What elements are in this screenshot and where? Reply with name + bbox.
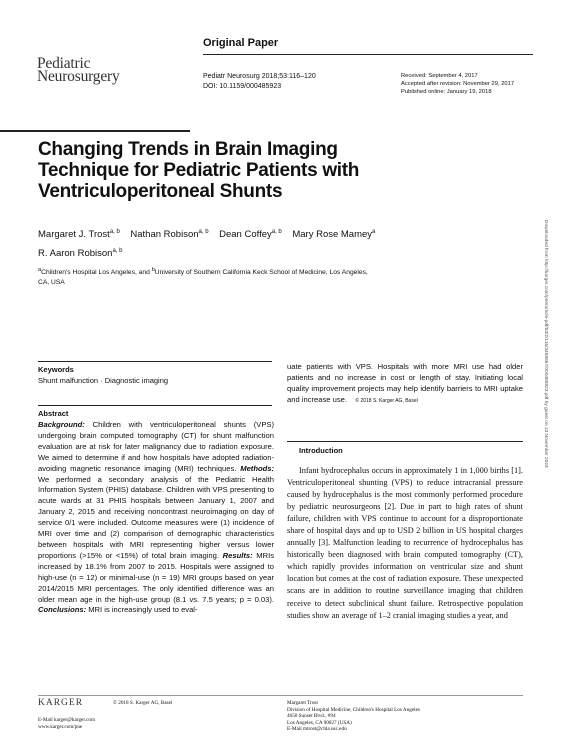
keywords-text: Shunt malfunction · Diagnostic imaging [38, 376, 169, 385]
abstract-continued: uate patients with VPS. Hospitals with more MRI use had older patients and no increase in cost or length of stay. Initiating local quality improvement projects may help identify barriers to MRI uptake and increase use. © 2018 S. Karger AG, Basel [287, 362, 523, 404]
affiliations: $^a$Children's Hospital Los Angeles, and $^b$University of Southern California Keck School of Medicine, Los Angeles, CA, USA [38, 267, 368, 287]
author: R. Aaron Robison$^{a, b}$ [38, 248, 123, 260]
introduction-rule [287, 441, 523, 442]
correspondence-street: 4650 Sunset Blvd., #94 [287, 713, 336, 720]
citation-journal: Pediatr Neurosurg 2018;53:116–120 [203, 73, 316, 80]
author: Mary Rose Mamey$^a$ [292, 229, 376, 241]
author-list [38, 224, 458, 262]
footer-copyright: © 2018 S. Karger AG, Basel [113, 700, 173, 706]
publisher-website[interactable]: www.karger.com/pne [38, 724, 83, 730]
header-rule [203, 54, 533, 55]
correspondence-city: Los Angeles, CA 90027 (USA) [287, 719, 352, 726]
date-published: Published online: January 19, 2018 [401, 89, 492, 95]
citation-doi: DOI: 10.1159/000485923 [203, 83, 282, 90]
keywords-heading: Keywords [38, 365, 74, 374]
paper-title: Changing Trends in Brain Imaging Technique for Pediatric Patients with Ventriculoperitoneal Shunts [38, 139, 360, 202]
correspondence-email[interactable]: E-Mail mtrost@chla.usc.edu [287, 726, 347, 733]
correspondence-name: Margaret Trost [287, 700, 318, 706]
journal-logo-line1: Pediatric [37, 55, 91, 72]
abstract-heading: Abstract [38, 409, 69, 418]
title-rule [0, 130, 190, 132]
abstract-copyright: © 2018 S. Karger AG, Basel [355, 397, 418, 404]
abstract-rule [38, 405, 272, 406]
keywords-rule [38, 361, 272, 362]
citation [203, 72, 316, 92]
publisher-email[interactable]: E-Mail karger@karger.com [38, 717, 96, 723]
author: Margaret J. Trost$^{a, b}$ [38, 229, 120, 241]
date-accepted: Accepted after revision: November 29, 2017 [401, 81, 515, 87]
introduction-heading: Introduction [299, 446, 343, 455]
correspondence-dept: Division of Hospital Medicine, Children's Hospital Los Angeles [287, 706, 420, 713]
journal-logo [37, 57, 147, 83]
author: Dean Coffey$^{a, b}$ [219, 229, 282, 241]
author: Nathan Robison$^{a, b}$ [130, 229, 209, 241]
correspondence [287, 700, 517, 733]
introduction-body: Infant hydrocephalus occurs in approximately 1 in 1,000 births [1]. Ventriculoperitoneal shunting (VPS) to reduce intracranial pressure caused by hydrocephalus is the most commonly performed procedure by pediatric neurosurgeons [2]. Due in part to high rates of shunt failure, children with VPS continue to account for a disproportionate share of hospital days and up to USD 2 billion in US hospital charges annually [3]. Malfunction leading to recurrence of hydrocephalus has historically been diagnosed with brain computed tomography (CT), which rapidly provides information on ventricular size and shunt location but comes at the cost of radiation exposure. These unexpected scans are in addition to routine surveillance imaging that children receive to detect subclinical shunt failure. Retrospective population studies show an average of 1–2 cranial imaging studies a year, and [287, 466, 523, 620]
publisher-contact [38, 717, 95, 731]
paper-type: Original Paper [203, 37, 279, 49]
history-dates [401, 72, 514, 96]
date-received: Received: September 4, 2017 [401, 73, 478, 79]
publisher-logo: KARGER [38, 698, 84, 708]
download-notice: Downloaded from http://karger.com/pne/article-pdf/53/2/116/3458867/000485923.pdf by guest on 13 November 2024 [543, 220, 548, 468]
footer-rule [38, 695, 523, 696]
abstract-body: Background: Children with ventriculoperitoneal shunts (VPS) undergoing brain computed tomography (CT) for shunt malfunction evaluation are at risk for later malignancy due to radiation exposure. We aimed to determine if and how hospitals have adopted radiation-avoiding magnetic resonance imaging (MRI) techniques. Methods: We performed a secondary analysis of the Pediatric Health Information System (PHIS) database. Children with VPS presenting to acute wards at 31 PHIS hospitals between January 1, 2007 and January 2, 2015 and receiving noncontrast neuroimaging on day of service 0/1 were included. Outcome measures were (1) incidence of MRI over time and (2) comparison of demographic characteristics between hospitals with MRI representing higher versus lower proportions (>15% or <15%) of total brain imaging. Results: MRIs increased by 18.1% from 2007 to 2015. Hospitals were assigned to high-use (n = 12) or minimal-use (n = 19) MRI groups based on year 2014/2015 MRI percentages. The only identified difference was an older mean age in the high-use group (8.1 vs. 7.5 years; p = 0.03). Conclusions: MRI is increasingly used to eval- [38, 420, 274, 615]
journal-logo-line2: Neurosurgery [37, 68, 120, 85]
